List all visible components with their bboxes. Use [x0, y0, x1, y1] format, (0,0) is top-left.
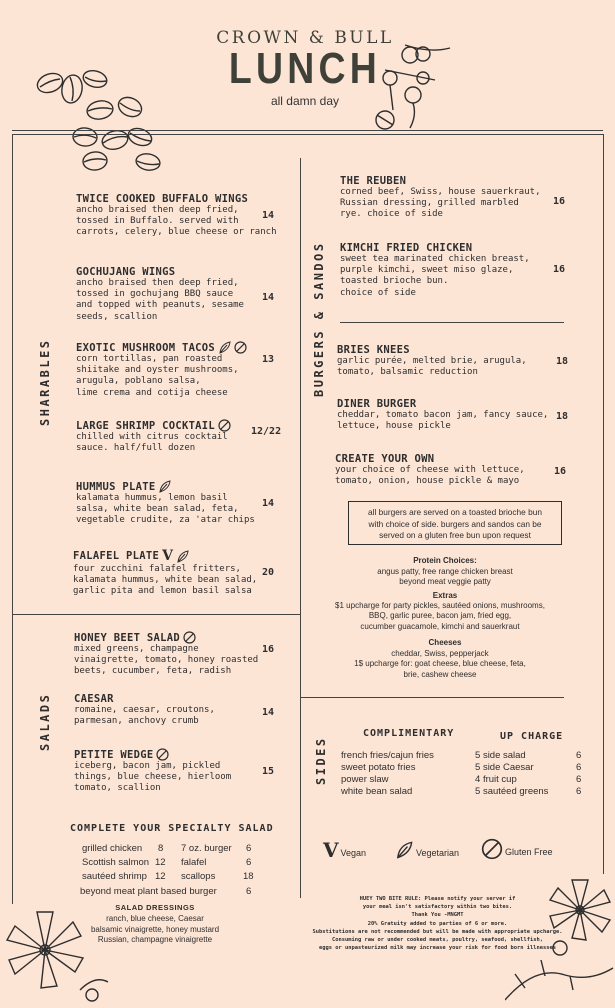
frame-left-line — [12, 134, 13, 904]
complimentary-heading: COMPLIMENTARY — [363, 728, 455, 739]
upcharge-list — [475, 750, 585, 798]
item-price: 12/22 — [251, 426, 282, 437]
item-description: cheddar, tomato bacon jam, fancy sauce, lettuce, house pickle — [337, 410, 549, 432]
item-name: CREATE YOUR OWN — [335, 453, 435, 465]
extras-heading: Extras — [432, 591, 458, 600]
item-description: iceberg, bacon jam, pickled things, blue cheese, hierloom tomato, scallion — [74, 761, 232, 794]
menu-item-reuben — [340, 175, 560, 221]
cheeses-text: cheddar, Swiss, pepperjack 1$ upcharge for: goat cheese, blue cheese, feta, brie, cashew cheese — [354, 649, 526, 679]
side-item: 5 side Caesar 6 — [475, 762, 582, 773]
addon-row: scallops 18 — [181, 871, 254, 882]
salad-dressings-heading: SALAD DRESSINGS — [115, 903, 195, 912]
addon-row-plant-burger: beyond meat plant based burger 6 — [80, 886, 252, 897]
legend-vegetarian — [395, 840, 459, 860]
item-price: 13 — [262, 354, 275, 365]
item-price: 18 — [556, 356, 569, 367]
legend-vegan — [323, 840, 366, 860]
item-price: 16 — [554, 466, 567, 477]
item-name: KIMCHI FRIED CHICKEN — [340, 242, 473, 254]
side-item: white bean salad — [341, 786, 413, 797]
upcharge-heading: UP CHARGE — [500, 731, 564, 742]
menu-item-create-your-own — [335, 453, 560, 487]
item-description: chilled with citrus cocktail sauce. half/full dozen — [76, 432, 228, 454]
header-divider-bottom — [12, 134, 603, 135]
vegetarian-leaf-icon — [218, 341, 231, 354]
vegan-v-icon: V — [162, 548, 174, 564]
vegetarian-leaf-icon — [176, 550, 189, 563]
item-description: corn tortillas, pan roasted shiitake and oyster mushrooms, arugula, poblano salsa, lime crema and cotija cheese — [76, 354, 239, 398]
item-name: HUMMUS PLATE — [76, 480, 156, 493]
vegetarian-leaf-icon — [158, 480, 171, 493]
item-price: 18 — [556, 411, 569, 422]
specialty-right-table — [181, 842, 281, 884]
item-price: 16 — [553, 196, 566, 207]
menu-item-bries-knees — [337, 344, 562, 378]
addon-row: Scottish salmon 12 — [82, 857, 166, 868]
item-price: 14 — [262, 292, 275, 303]
page-subtitle: all damn day — [270, 94, 340, 108]
menu-item-mushroom-tacos — [76, 341, 301, 399]
item-name: PETITE WEDGE — [74, 748, 154, 761]
item-description: garlic purée, melted brie, arugula, tomato, balsamic reduction — [337, 356, 527, 378]
side-item: sweet potato fries — [341, 762, 416, 773]
item-price: 16 — [262, 644, 275, 655]
specialty-left-table — [82, 842, 172, 884]
star-anise-illustration-left — [0, 890, 110, 1008]
side-item: 4 fruit cup 6 — [475, 774, 582, 785]
menu-item-kimchi-fried-chicken — [340, 242, 560, 299]
specialty-salad-heading: COMPLETE YOUR SPECIALTY SALAD — [70, 823, 274, 834]
side-item: 5 sautéed greens 6 — [475, 786, 582, 797]
item-name: TWICE COOKED BUFFALO WINGS — [76, 193, 249, 205]
header-divider-top — [12, 130, 603, 131]
item-description: kalamata hummus, lemon basil salsa, white bean salad, feta, vegetable crudite, za 'atar chips — [76, 493, 255, 526]
legend-gluten-free — [481, 838, 553, 860]
item-description: mixed greens, champagne vinaigrette, tomato, honey roasted beets, cucumber, feta, radish — [74, 644, 259, 677]
section-label-salads: SALADS — [38, 692, 52, 751]
gluten-free-icon — [234, 341, 247, 354]
item-name: LARGE SHRIMP COCKTAIL — [76, 419, 216, 432]
burgers-inner-divider — [340, 322, 564, 323]
burgers-sides-divider — [300, 697, 564, 698]
item-name: CAESAR — [74, 693, 114, 705]
complimentary-list — [341, 750, 434, 798]
salad-dressings-list: ranch, blue cheese, Caesar balsamic vinaigrette, honey mustard Russian, champagne vinaigrette — [90, 914, 220, 944]
item-description: sweet tea marinated chicken breast, purple kimchi, sweet miso glaze, toasted brioche bun. choice of side — [340, 254, 530, 298]
gluten-free-icon — [183, 631, 196, 644]
side-item: power slaw — [341, 774, 389, 785]
gluten-free-icon — [481, 838, 503, 860]
item-name: FALAFEL PLATE — [73, 550, 160, 562]
addon-row: sautéed shrimp 12 — [82, 871, 166, 882]
legend-vegetarian-label: Vegetarian — [416, 848, 460, 858]
item-description: four zucchini falafel fritters, kalamata hummus, white bean salad, garlic pita and lemon basil salsa — [73, 564, 258, 597]
legend-vegan-label: Vegan — [340, 848, 367, 858]
section-label-burgers: BURGERS & SANDOS — [312, 241, 326, 397]
side-item: french fries/cajun fries — [341, 750, 434, 761]
extras-text: $1 upcharge for party pickles, sautéed onions, mushrooms, BBQ, garlic puree, bacon jam, fried egg, cucumber guacamole, kimchi and sauerkraut — [335, 601, 545, 631]
center-divider — [300, 158, 301, 898]
addon-row: 7 oz. burger 6 — [181, 843, 252, 854]
frame-right-line — [603, 134, 604, 874]
section-label-sharables: SHARABLES — [38, 338, 52, 426]
page-title: LUNCH — [228, 44, 382, 93]
cheeses-heading: Cheeses — [428, 638, 462, 647]
sharables-salads-divider — [12, 614, 300, 615]
item-name: GOCHUJANG WINGS — [76, 266, 176, 278]
item-price: 14 — [262, 210, 275, 221]
burger-note-box: all burgers are served on a toasted brioche bun with choice of side. burgers and sandos can be served on a gluten free bun upon request — [348, 501, 562, 545]
addon-row: grilled chicken 8 — [82, 843, 164, 854]
section-label-sides: SIDES — [314, 736, 328, 785]
item-description: ancho braised then deep fried, tossed in Buffalo. served with carrots, celery, blue cheese or ranch — [76, 205, 277, 238]
item-price: 14 — [262, 498, 275, 509]
vegan-v-icon: V — [323, 838, 339, 862]
footer-notice: HUEY TWO BITE RULE: Please notify your server if your meal isn't satisfactory within two bites. Thank You -MNGMT 20% Gratuity added to parties of 6 or more. Substitutions are not recommended but will be made with appropriate upcharge. Consuming raw or under cooked meats, poultry, seafood, shellfish, eggs or unpasteurized milk may increase your risk for food born illnesses — [312, 896, 563, 952]
menu-item-diner-burger — [337, 398, 562, 432]
item-name: HONEY BEET SALAD — [74, 631, 180, 644]
item-name: THE REUBEN — [340, 175, 407, 187]
item-name: DINER BURGER — [337, 398, 417, 410]
item-price: 20 — [262, 567, 275, 578]
item-price: 15 — [262, 766, 275, 777]
addon-row: falafel 6 — [181, 857, 252, 868]
item-name: EXOTIC MUSHROOM TACOS — [76, 341, 216, 354]
item-price: 14 — [262, 707, 275, 718]
item-description: corned beef, Swiss, house sauerkraut, Russian dressing, grilled marbled rye. choice of side — [340, 187, 541, 220]
protein-choices-text: angus patty, free range chicken breast beyond meat veggie patty — [377, 567, 513, 587]
coffee-beans-illustration — [30, 65, 170, 175]
item-description: your choice of cheese with lettuce, tomato, onion, house pickle & mayo — [335, 465, 525, 487]
vegetarian-leaf-icon — [395, 840, 413, 860]
restaurant-name: CROWN & BULL — [216, 28, 394, 48]
gluten-free-icon — [218, 419, 231, 432]
gluten-free-icon — [156, 748, 169, 761]
item-description: ancho braised then deep fried, tossed in gochujang BBQ sauce and topped with peanuts, sesame seeds, scallion — [76, 278, 244, 322]
item-description: romaine, caesar, croutons, parmesan, anchovy crumb — [74, 705, 215, 727]
legend-gluten-free-label: Gluten Free — [505, 847, 553, 857]
item-name: BRIES KNEES — [337, 344, 410, 356]
protein-choices-heading: Protein Choices: — [413, 556, 477, 565]
item-price: 16 — [553, 264, 566, 275]
side-item: 5 side salad 6 — [475, 750, 582, 761]
